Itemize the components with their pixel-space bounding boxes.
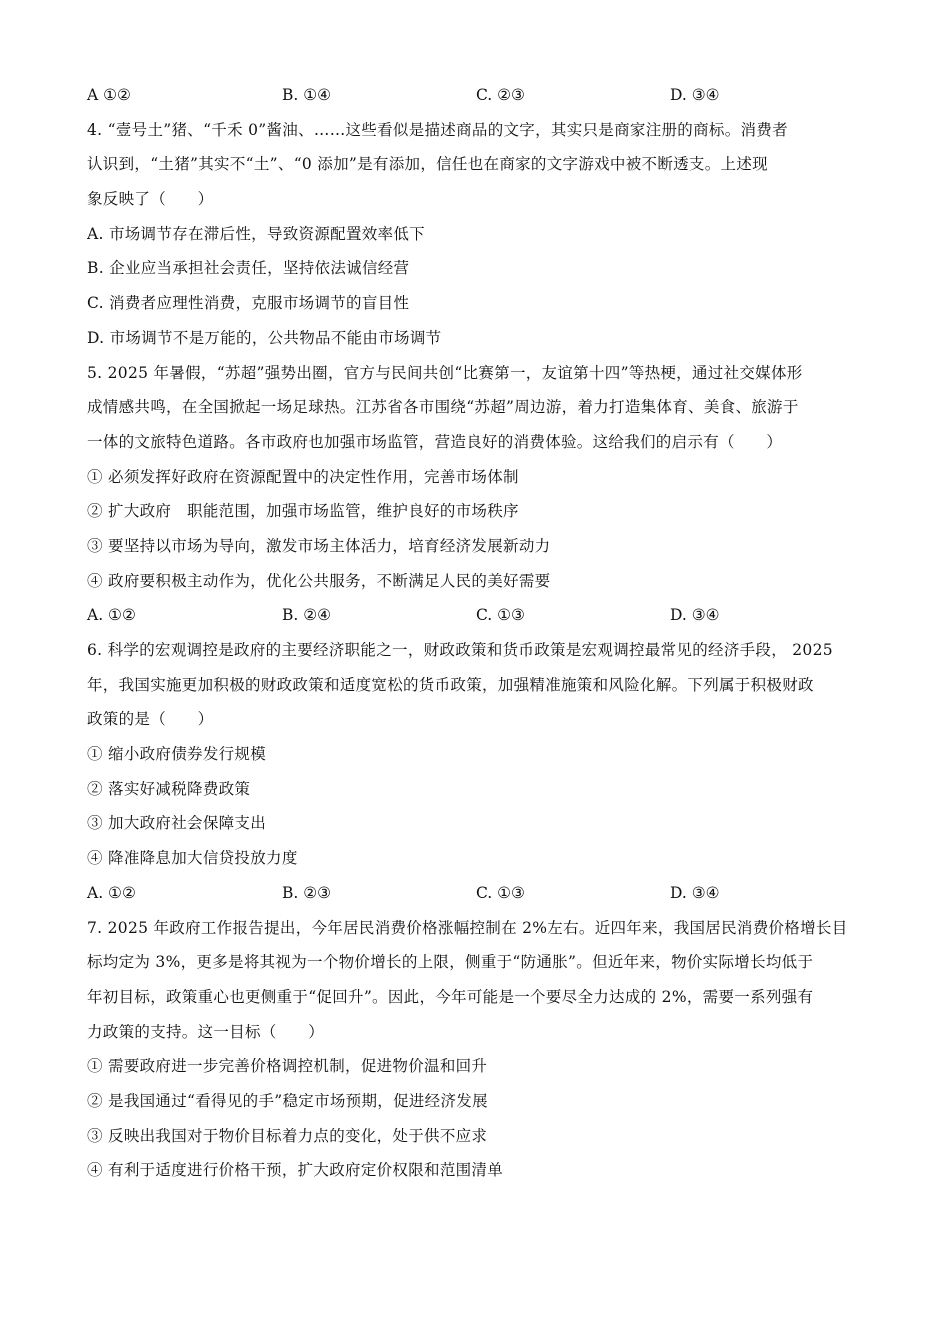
q6-statement-2: ② 落实好减税降费政策	[87, 779, 251, 798]
q6-choice-a: A. ①②	[87, 883, 136, 902]
q5-statement-2: ② 扩大政府 职能范围，加强市场监管，维护良好的市场秩序	[87, 502, 519, 521]
q7-stem-line: 力政策的支持。这一目标（ ）	[87, 1022, 325, 1041]
q6-stem-line: 年，我国实施更加积极的财政政策和适度宽松的货币政策，加强精准施策和风险化解。下列属于积极财政	[87, 675, 814, 694]
q7-statement-4: ④ 有利于适度进行价格干预，扩大政府定价权限和范围清单	[87, 1161, 504, 1180]
q7-statement-2: ② 是我国通过“看得见的手”稳定市场预期，促进经济发展	[87, 1091, 488, 1110]
q5-choice-a: A. ①②	[87, 606, 136, 625]
q5-statement-3: ③ 要坚持以市场为导向，激发市场主体活力，培育经济发展新动力	[87, 536, 551, 555]
q6-statement-3: ③ 加大政府社会保障支出	[87, 814, 267, 833]
q5-statement-1: ① 必须发挥好政府在资源配置中的决定性作用，完善市场体制	[87, 467, 519, 486]
q6-statement-1: ① 缩小政府债券发行规模	[87, 745, 267, 764]
q7-stem-line: 7. 2025 年政府工作报告提出，今年居民消费价格涨幅控制在 2%左右。近四年来，我国居民消费价格增长目	[87, 918, 848, 937]
question-7	[87, 911, 867, 1189]
q5-stem-line: 成情感共鸣，在全国掀起一场足球热。江苏省各市围绕“苏超”周边游，着力打造集体育、美食、旅游于	[87, 398, 799, 417]
q4-option-c: C. 消费者应理性消费，克服市场调节的盲目性	[87, 294, 410, 313]
q7-statement-3: ③ 反映出我国对于物价目标着力点的变化，处于供不应求	[87, 1126, 488, 1145]
q6-statement-4: ④ 降准降息加大信贷投放力度	[87, 849, 298, 868]
q5-stem-line: 5. 2025 年暑假，“苏超”强势出圈，官方与民间共创“比赛第一，友谊第十四”等热梗，通过社交媒体形	[87, 363, 803, 382]
q5-stem-line: 一体的文旅特色道路。各市政府也加强市场监管，营造良好的消费体验。这给我们的启示有（ ）	[87, 432, 783, 451]
q6-stem-line: 政策的是（ ）	[87, 710, 214, 729]
q5-choice-c: C. ①③	[476, 606, 525, 625]
question-4	[87, 113, 867, 356]
q6-choice-c: C. ①③	[476, 883, 525, 902]
q5-choices	[87, 598, 867, 633]
q5-choice-b: B. ②④	[282, 606, 332, 625]
q5-choice-d: D. ③④	[670, 606, 720, 625]
q7-stem-line: 标均定为 3%，更多是将其视为一个物价增长的上限，侧重于“防通胀”。但近年来，物价实际增长均低于	[87, 953, 814, 972]
question-6	[87, 633, 867, 911]
q6-choices	[87, 876, 867, 911]
q7-statement-1: ① 需要政府进一步完善价格调控机制，促进物价温和回升	[87, 1057, 488, 1076]
q5-statement-4: ④ 政府要积极主动作为，优化公共服务，不断满足人民的美好需要	[87, 571, 551, 590]
q6-choice-d: D. ③④	[670, 883, 720, 902]
q3-choices	[87, 78, 867, 113]
q4-stem-line: 认识到，“土猪”其实不“土”、“0 添加”是有添加，信任也在商家的文字游戏中被不断透支。上述现	[87, 155, 768, 174]
q3-choice-c: C. ②③	[476, 86, 525, 104]
q3-choice-d: D. ③④	[670, 86, 720, 104]
q7-stem-line: 年初目标，政策重心也更侧重于“促回升”。因此，今年可能是一个要尽全力达成的 2%，需要一系列强有	[87, 987, 814, 1006]
q3-choice-a: A ①②	[87, 86, 131, 104]
q3-choice-b: B. ①④	[282, 86, 332, 104]
q4-option-d: D. 市场调节不是万能的，公共物品不能由市场调节	[87, 328, 442, 347]
q4-stem-line: 象反映了（ ）	[87, 190, 214, 209]
q4-option-a: A. 市场调节存在滞后性，导致资源配置效率低下	[87, 224, 425, 243]
q6-choice-b: B. ②③	[282, 883, 332, 902]
q4-stem-line: 4. “壹号土”猪、“千禾 0”酱油、……这些看似是描述商品的文字，其实只是商家注册的商标。消费者	[87, 120, 788, 139]
q4-option-b: B. 企业应当承担社会责任，坚持依法诚信经营	[87, 259, 410, 278]
question-5	[87, 356, 867, 634]
q6-stem-line: 6. 科学的宏观调控是政府的主要经济职能之一，财政政策和货币政策是宏观调控最常见的经济手段， 2025	[87, 641, 833, 659]
exam-page	[87, 78, 867, 1188]
